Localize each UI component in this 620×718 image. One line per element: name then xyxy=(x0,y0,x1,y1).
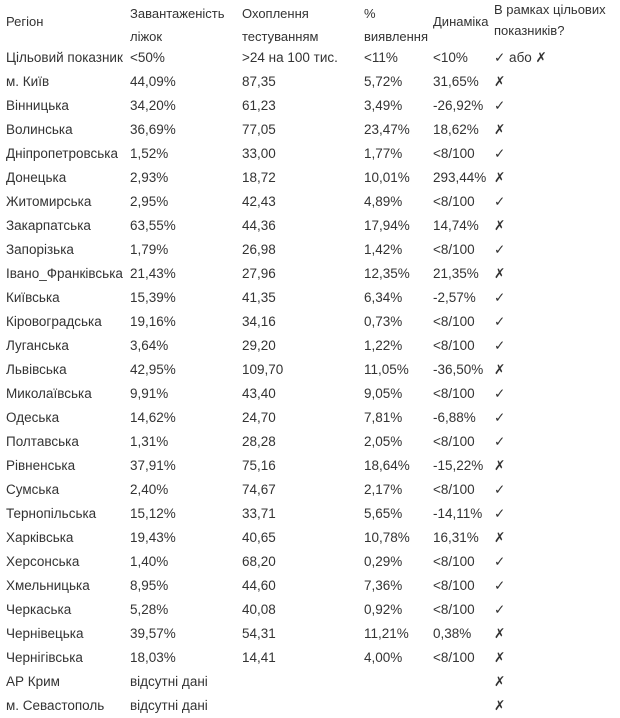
detection-cell: 9,05% xyxy=(364,386,403,401)
within-targets-cell: ✗ xyxy=(494,218,506,233)
detection-cell: 3,49% xyxy=(364,98,403,113)
region-cell: Чернівецька xyxy=(6,626,84,641)
bed-load-cell: 1,31% xyxy=(130,434,169,449)
testing-coverage-cell: 33,71 xyxy=(242,506,276,521)
testing-coverage-cell: 29,20 xyxy=(242,338,276,353)
region-cell: Черкаська xyxy=(6,602,72,617)
header-bed-load xyxy=(130,2,225,48)
within-targets-cell: ✗ xyxy=(494,362,506,377)
header-region xyxy=(6,11,43,32)
table-row xyxy=(0,94,620,118)
dynamics-cell: 18,62% xyxy=(433,122,479,137)
detection-cell: 1,22% xyxy=(364,338,403,353)
detection-cell: 1,77% xyxy=(364,146,403,161)
region-cell: Дніпропетровська xyxy=(6,146,119,161)
detection-cell: 2,17% xyxy=(364,482,403,497)
within-targets-cell: ✗ xyxy=(494,122,506,137)
detection-cell: 5,72% xyxy=(364,74,403,89)
bed-load-cell: 1,52% xyxy=(130,146,169,161)
detection-cell: 0,29% xyxy=(364,554,403,569)
header-testing-coverage xyxy=(242,2,318,48)
detection-cell: 10,01% xyxy=(364,170,410,185)
region-cell: Львівська xyxy=(6,362,67,377)
testing-coverage-cell: 75,16 xyxy=(242,458,276,473)
dynamics-cell: 14,74% xyxy=(433,218,479,233)
table-row xyxy=(0,646,620,670)
within-targets-cell: ✓ xyxy=(494,146,506,161)
dynamics-cell: <8/100 xyxy=(433,194,475,209)
bed-load-cell: 2,93% xyxy=(130,170,169,185)
detection-cell: 10,78% xyxy=(364,530,410,545)
dynamics-cell: -26,92% xyxy=(433,98,484,113)
within-targets-cell: ✓ xyxy=(494,194,506,209)
table-body xyxy=(0,46,620,718)
testing-coverage-cell: 77,05 xyxy=(242,122,276,137)
header-within-targets-line-1: В рамках цільових xyxy=(494,2,606,17)
header-detection-line-1: % xyxy=(364,6,376,21)
header-dynamics-label: Динаміка xyxy=(433,14,489,29)
bed-load-cell: 19,43% xyxy=(130,530,176,545)
bed-load-cell: 42,95% xyxy=(130,362,176,377)
within-targets-cell: ✗ xyxy=(494,674,506,689)
bed-load-cell: 1,40% xyxy=(130,554,169,569)
within-targets-cell: ✓ xyxy=(494,314,506,329)
detection-cell: 7,36% xyxy=(364,578,403,593)
table-row xyxy=(0,574,620,598)
testing-coverage-cell: 44,60 xyxy=(242,578,276,593)
target-detection-cell: <11% xyxy=(364,50,398,65)
bed-load-cell: 1,79% xyxy=(130,242,169,257)
dynamics-cell: 293,44% xyxy=(433,170,487,185)
region-cell: Волинська xyxy=(6,122,73,137)
dynamics-cell: <8/100 xyxy=(433,146,475,161)
bed-load-cell: 8,95% xyxy=(130,578,169,593)
within-targets-cell: ✗ xyxy=(494,266,506,281)
region-cell: Івано_Франківська xyxy=(6,266,123,281)
target-dynamics-cell: <10% xyxy=(433,50,468,65)
within-targets-cell: ✓ xyxy=(494,410,506,425)
testing-coverage-cell: 43,40 xyxy=(242,386,276,401)
region-cell: м. Київ xyxy=(6,74,50,89)
table-row xyxy=(0,190,620,214)
table-row xyxy=(0,382,620,406)
dynamics-cell: <8/100 xyxy=(433,578,475,593)
table-row xyxy=(0,70,620,94)
table-row xyxy=(0,142,620,166)
header-bed-load-line-1: Завантаженість xyxy=(130,6,225,21)
dynamics-cell: <8/100 xyxy=(433,602,475,617)
bed-load-cell: 5,28% xyxy=(130,602,169,617)
testing-coverage-cell: 68,20 xyxy=(242,554,276,569)
dynamics-cell: -15,22% xyxy=(433,458,484,473)
testing-coverage-cell: 18,72 xyxy=(242,170,276,185)
table-row xyxy=(0,118,620,142)
dynamics-cell: <8/100 xyxy=(433,554,475,569)
region-cell: Рівненська xyxy=(6,458,76,473)
region-cell: Луганська xyxy=(6,338,69,353)
testing-coverage-cell: 87,35 xyxy=(242,74,276,89)
table-row xyxy=(0,622,620,646)
dynamics-cell: <8/100 xyxy=(433,482,475,497)
region-cell: Запорізька xyxy=(6,242,74,257)
dynamics-cell: <8/100 xyxy=(433,434,475,449)
target-bed-load-cell: <50% xyxy=(130,50,165,65)
region-cell: м. Севастополь xyxy=(6,698,105,713)
bed-load-cell: 63,55% xyxy=(130,218,176,233)
dynamics-cell: <8/100 xyxy=(433,386,475,401)
dynamics-cell: 16,31% xyxy=(433,530,479,545)
table-row xyxy=(0,670,620,694)
table-row xyxy=(0,454,620,478)
region-cell: Миколаївська xyxy=(6,386,92,401)
detection-cell: 7,81% xyxy=(364,410,403,425)
detection-cell: 4,00% xyxy=(364,650,403,665)
within-targets-cell: ✗ xyxy=(494,698,506,713)
table-row xyxy=(0,310,620,334)
table-row xyxy=(0,478,620,502)
header-within-targets xyxy=(494,0,606,41)
bed-load-cell: 19,16% xyxy=(130,314,176,329)
within-targets-cell: ✓ xyxy=(494,338,506,353)
table-row xyxy=(0,286,620,310)
within-targets-cell: ✓ xyxy=(494,98,506,113)
table-row xyxy=(0,166,620,190)
region-cell: Харківська xyxy=(6,530,74,545)
bed-load-cell: 34,20% xyxy=(130,98,176,113)
bed-load-cell: відсутні дані xyxy=(130,698,208,713)
target-testing-coverage-cell: >24 на 100 тис. xyxy=(242,50,338,65)
testing-coverage-cell: 34,16 xyxy=(242,314,276,329)
testing-coverage-cell: 40,65 xyxy=(242,530,276,545)
region-cell: Сумська xyxy=(6,482,60,497)
bed-load-cell: 15,39% xyxy=(130,290,176,305)
detection-cell: 0,92% xyxy=(364,602,403,617)
header-testing-coverage-line-2: тестуванням xyxy=(242,29,319,44)
bed-load-cell: 36,69% xyxy=(130,122,176,137)
dynamics-cell: 31,65% xyxy=(433,74,479,89)
detection-cell: 2,05% xyxy=(364,434,403,449)
testing-coverage-cell: 42,43 xyxy=(242,194,276,209)
dynamics-cell: <8/100 xyxy=(433,242,475,257)
within-targets-cell: ✓ xyxy=(494,386,506,401)
detection-cell: 5,65% xyxy=(364,506,403,521)
region-cell: Хмельницька xyxy=(6,578,90,593)
region-cell: Вінницька xyxy=(6,98,69,113)
region-cell: Чернігівська xyxy=(6,650,83,665)
bed-load-cell: відсутні дані xyxy=(130,674,208,689)
table-row xyxy=(0,694,620,718)
testing-coverage-cell: 33,00 xyxy=(242,146,276,161)
testing-coverage-cell: 44,36 xyxy=(242,218,276,233)
header-detection-line-2: виявлення xyxy=(364,29,429,44)
testing-coverage-cell: 14,41 xyxy=(242,650,276,665)
detection-cell: 1,42% xyxy=(364,242,403,257)
detection-cell: 11,05% xyxy=(364,362,409,377)
table-row xyxy=(0,334,620,358)
testing-coverage-cell: 26,98 xyxy=(242,242,276,257)
table-row xyxy=(0,238,620,262)
bed-load-cell: 14,62% xyxy=(130,410,176,425)
header-bed-load-line-2: ліжок xyxy=(130,29,163,44)
table-row xyxy=(0,550,620,574)
detection-cell: 23,47% xyxy=(364,122,410,137)
testing-coverage-cell: 61,23 xyxy=(242,98,276,113)
header-detection xyxy=(364,2,428,48)
header-dynamics xyxy=(433,11,489,32)
region-cell: Херсонська xyxy=(6,554,80,569)
dynamics-cell: -36,50% xyxy=(433,362,484,377)
table-row xyxy=(0,358,620,382)
header-within-targets-line-2: показників? xyxy=(494,23,565,38)
table-row xyxy=(0,262,620,286)
region-cell: Одеська xyxy=(6,410,60,425)
detection-cell: 4,89% xyxy=(364,194,403,209)
testing-coverage-cell: 109,70 xyxy=(242,362,284,377)
bed-load-cell: 37,91% xyxy=(130,458,176,473)
region-cell: Кіровоградська xyxy=(6,314,102,329)
testing-coverage-cell: 24,70 xyxy=(242,410,276,425)
bed-load-cell: 44,09% xyxy=(130,74,176,89)
target-region-cell: Цільовий показник xyxy=(6,50,123,65)
within-targets-cell: ✓ xyxy=(494,506,506,521)
detection-cell: 18,64% xyxy=(364,458,410,473)
dynamics-cell: <8/100 xyxy=(433,650,475,665)
within-targets-cell: ✗ xyxy=(494,650,506,665)
detection-cell: 12,35% xyxy=(364,266,410,281)
region-cell: Закарпатська xyxy=(6,218,91,233)
bed-load-cell: 9,91% xyxy=(130,386,169,401)
bed-load-cell: 18,03% xyxy=(130,650,176,665)
within-targets-cell: ✓ xyxy=(494,482,506,497)
within-targets-cell: ✓ xyxy=(494,290,506,305)
region-cell: Тернопільська xyxy=(6,506,97,521)
bed-load-cell: 2,95% xyxy=(130,194,169,209)
detection-cell: 17,94% xyxy=(364,218,410,233)
testing-coverage-cell: 28,28 xyxy=(242,434,276,449)
testing-coverage-cell: 41,35 xyxy=(242,290,276,305)
table-row xyxy=(0,406,620,430)
testing-coverage-cell: 54,31 xyxy=(242,626,276,641)
dynamics-cell: 21,35% xyxy=(433,266,479,281)
target-within-targets-cell: ✓ або ✗ xyxy=(494,50,547,65)
dynamics-cell: <8/100 xyxy=(433,314,475,329)
bed-load-cell: 15,12% xyxy=(130,506,176,521)
dynamics-cell: <8/100 xyxy=(433,338,475,353)
dynamics-cell: -14,11% xyxy=(433,506,483,521)
within-targets-cell: ✓ xyxy=(494,242,506,257)
testing-coverage-cell: 27,96 xyxy=(242,266,276,281)
region-cell: Полтавська xyxy=(6,434,79,449)
within-targets-cell: ✓ xyxy=(494,434,506,449)
bed-load-cell: 2,40% xyxy=(130,482,169,497)
within-targets-cell: ✓ xyxy=(494,578,506,593)
dynamics-cell: -6,88% xyxy=(433,410,476,425)
within-targets-cell: ✗ xyxy=(494,74,506,89)
table-row xyxy=(0,502,620,526)
bed-load-cell: 3,64% xyxy=(130,338,169,353)
table-row xyxy=(0,430,620,454)
region-cell: АР Крим xyxy=(6,674,60,689)
within-targets-cell: ✗ xyxy=(494,170,506,185)
testing-coverage-cell: 74,67 xyxy=(242,482,276,497)
dynamics-cell: 0,38% xyxy=(433,626,472,641)
bed-load-cell: 21,43% xyxy=(130,266,176,281)
testing-coverage-cell: 40,08 xyxy=(242,602,276,617)
detection-cell: 11,21% xyxy=(364,626,409,641)
within-targets-cell: ✓ xyxy=(494,602,506,617)
within-targets-cell: ✓ xyxy=(494,554,506,569)
within-targets-cell: ✗ xyxy=(494,530,506,545)
header-testing-coverage-line-1: Охоплення xyxy=(242,6,309,21)
region-cell: Житомирська xyxy=(6,194,92,209)
table-row xyxy=(0,214,620,238)
detection-cell: 0,73% xyxy=(364,314,403,329)
header-region-label: Регіон xyxy=(6,14,44,29)
dynamics-cell: -2,57% xyxy=(433,290,476,305)
target-row xyxy=(0,46,620,70)
bed-load-cell: 39,57% xyxy=(130,626,176,641)
detection-cell: 6,34% xyxy=(364,290,403,305)
table-row xyxy=(0,526,620,550)
within-targets-cell: ✗ xyxy=(494,626,506,641)
within-targets-cell: ✗ xyxy=(494,458,506,473)
table-row xyxy=(0,598,620,622)
region-cell: Донецька xyxy=(6,170,67,185)
region-cell: Київська xyxy=(6,290,60,305)
